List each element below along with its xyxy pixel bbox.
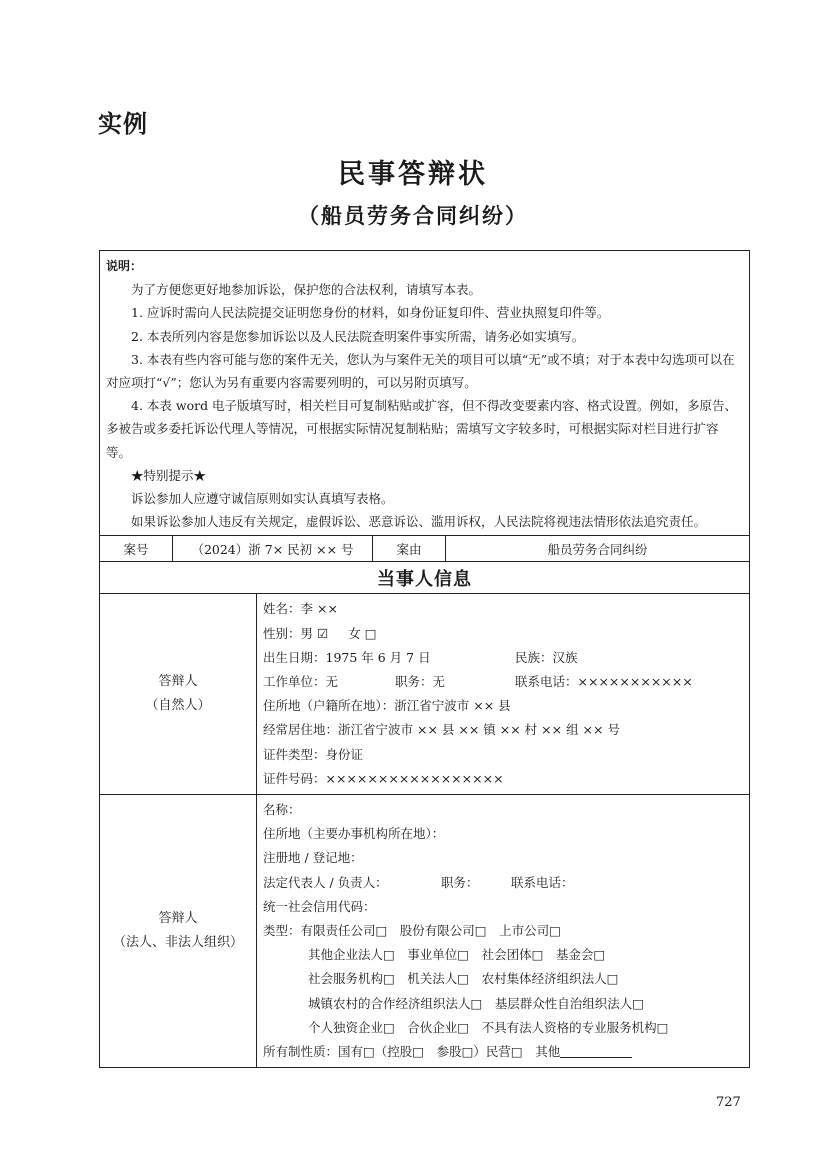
entity-type-line-3[interactable]: 社会服务机构□ 机关法人□ 农村集体经济组织法人□ (308, 971, 619, 987)
gender-female-checkbox[interactable]: □ (364, 625, 377, 641)
entity-representative-field[interactable]: 法定代表人 / 负责人： (263, 874, 388, 890)
notes-item-1: 1. 应诉时需向人民法院提交证明您身份的材料，如身份证复印件、营业执照复印件等。 (131, 305, 610, 321)
ownership-other-blank[interactable] (560, 1043, 632, 1058)
natural-person-role-cell (100, 594, 257, 795)
phone-field[interactable]: 联系电话：××××××××××× (515, 674, 693, 690)
id-number-field[interactable]: 证件号码：××××××××××××××××× (263, 770, 504, 786)
defense-form-table (99, 250, 750, 1068)
entity-domicile-field[interactable]: 住所地（主要办事机构所在地）： (263, 826, 445, 842)
ethnicity-field[interactable]: 民族：汉族 (515, 649, 578, 665)
special-notice-heading: ★特别提示★ (131, 467, 207, 483)
legal-entity-fields (257, 795, 749, 1067)
employer-field[interactable]: 工作单位：无 (263, 674, 339, 690)
entity-type-line-2[interactable]: 其他企业法人□ 事业单位□ 社会团体□ 基金会□ (308, 947, 606, 963)
legal-entity-role-cell (100, 795, 257, 1068)
position-field[interactable]: 职务：无 (395, 674, 446, 690)
notes-row (100, 251, 750, 536)
notes-heading: 说明： (106, 259, 143, 273)
entity-ownership-line (263, 1040, 743, 1064)
domicile-field[interactable]: 住所地（户籍所在地）：浙江省宁波市 ×× 县 (263, 698, 511, 714)
notes-intro: 为了方便您更好地参加诉讼，保护您的合法权利，请填写本表。 (131, 282, 482, 298)
gender-field (263, 622, 743, 646)
section-label: 实例 (98, 109, 148, 138)
employment-line (263, 670, 743, 694)
notes-item-4: 4. 本表 word 电子版填写时，相关栏目可复制粘贴或扩容，但不得改变要素内容、格式设置。例如，多原告、多被告或多委托诉讼代理人等情况，可根据实际情况复制粘贴；需填写文字较多时，可根据实际对栏目进行扩容等。 (106, 398, 738, 460)
entity-type-line-1[interactable]: 类型：有限责任公司□ 股份有限公司□ 上市公司□ (263, 923, 561, 939)
case-number-value[interactable]: （2024）浙 7× 民初 ×× 号 (173, 536, 373, 562)
legal-entity-role: 答辩人 (158, 911, 198, 927)
party-header-row (100, 562, 750, 594)
gender-female-label: 女 (348, 625, 361, 641)
entity-type-line-5[interactable]: 个人独资企业□ 合伙企业□ 不具有法人资格的专业服务机构□ (308, 1019, 669, 1035)
page-number: 727 (716, 1095, 741, 1110)
case-number-label: 案号 (100, 536, 173, 562)
special-notice-2: 如果诉讼参加人违反有关规定，虚假诉讼、恶意诉讼、滥用诉权，人民法院将视违法情形依法追究责任。 (131, 514, 707, 530)
natural-person-role: 答辩人 (158, 674, 198, 690)
natural-person-fields (257, 594, 749, 794)
case-row (100, 536, 750, 562)
birth-ethnicity-line (263, 646, 743, 670)
notes-item-2: 2. 本表所列内容是您参加诉讼以及人民法院查明案件事实所需，请务必如实填写。 (131, 328, 585, 344)
entity-type-line-4[interactable]: 城镇农村的合作经济组织法人□ 基层群众性自治组织法人□ (308, 995, 645, 1011)
gender-male-label: 性别：男 (263, 625, 314, 641)
document-title: 民事答辩状 (338, 159, 488, 190)
entity-registry-field[interactable]: 注册地 / 登记地： (263, 850, 363, 866)
notes-cell (100, 251, 750, 536)
legal-entity-row (100, 795, 750, 1068)
notes-block (100, 251, 749, 535)
natural-person-row (100, 594, 750, 795)
birth-date-field[interactable]: 出生日期：1975 年 6 月 7 日 (263, 649, 431, 665)
legal-entity-role-type: （法人、非法人组织） (112, 935, 243, 951)
id-type-field[interactable]: 证件类型：身份证 (263, 746, 364, 762)
entity-position-field[interactable]: 职务： (441, 874, 479, 890)
legal-entity-fields-cell (257, 795, 750, 1068)
case-cause-label: 案由 (373, 536, 446, 562)
entity-phone-field[interactable]: 联系电话： (511, 874, 574, 890)
case-cause-value[interactable]: 船员劳务合同纠纷 (446, 536, 750, 562)
residence-field[interactable]: 经常居住地：浙江省宁波市 ×× 县 ×× 镇 ×× 村 ×× 组 ×× 号 (263, 722, 620, 738)
document-subtitle: （船员劳务合同纠纷） (298, 203, 528, 228)
notes-item-3: 3. 本表有些内容可能与您的案件无关，您认为与案件无关的项目可以填“无”或不填；对于本表中勾选项可以在对应项打“√”；您认为另有重要内容需要列明的，可以另附页填写。 (106, 351, 735, 391)
name-field[interactable]: 姓名：李 ×× (263, 601, 338, 617)
entity-ownership-field[interactable]: 所有制性质：国有□（控股□ 参股□）民营□ 其他 (263, 1044, 561, 1060)
natural-person-fields-cell (257, 594, 750, 795)
entity-name-field[interactable]: 名称： (263, 802, 301, 818)
entity-representative-line (263, 871, 743, 895)
entity-credit-code-field[interactable]: 统一社会信用代码： (263, 898, 376, 914)
special-notice-1: 诉讼参加人应遵守诚信原则如实认真填写表格。 (131, 491, 394, 507)
gender-male-checkbox[interactable]: ☑ (317, 625, 329, 641)
party-info-header: 当事人信息 (100, 562, 750, 594)
natural-person-role-type: （自然人） (145, 698, 211, 714)
